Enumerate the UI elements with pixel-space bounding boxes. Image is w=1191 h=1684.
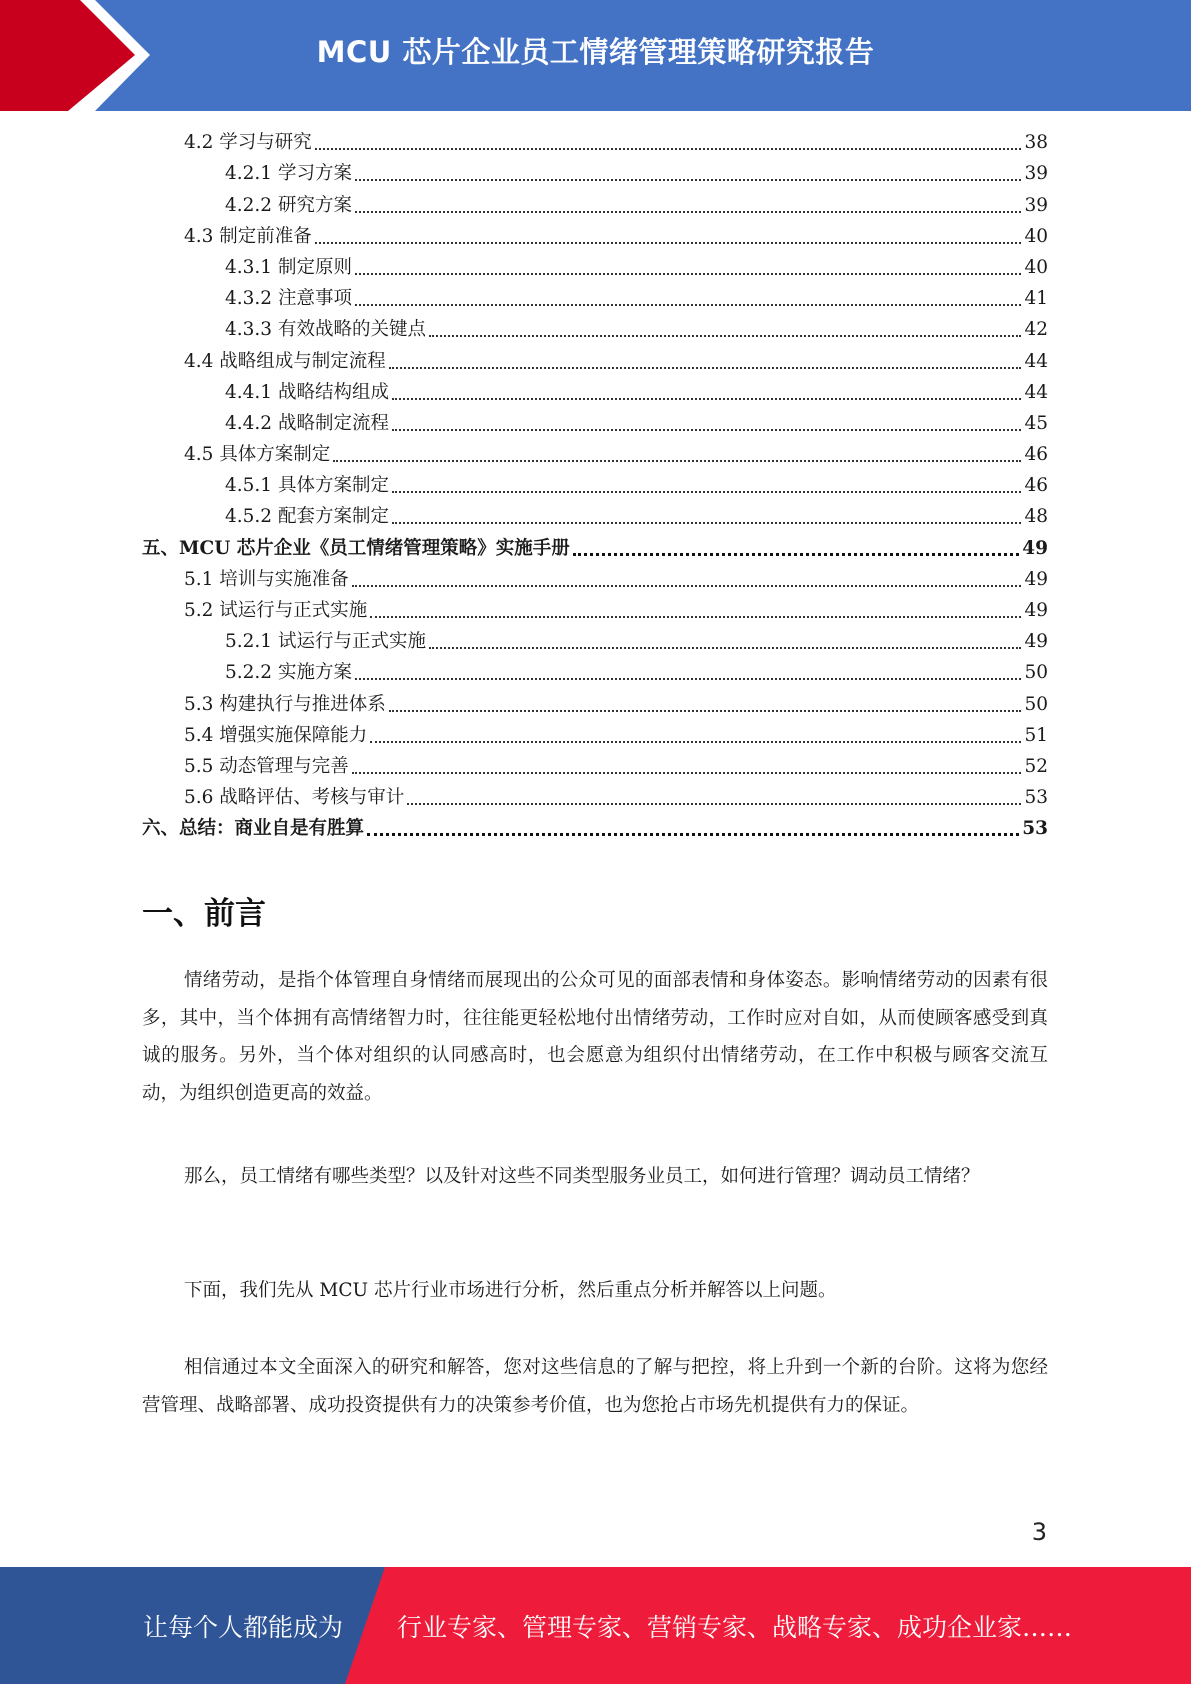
toc-entry-label: 4.2.1 学习方案 xyxy=(225,163,352,185)
toc-entry-page: 41 xyxy=(1024,288,1048,310)
toc-dot-leader xyxy=(355,178,1022,181)
toc-entry-page: 49 xyxy=(1022,537,1048,559)
toc-entry[interactable] xyxy=(142,127,1048,158)
toc-entry[interactable] xyxy=(142,626,1048,657)
toc-entry-page: 39 xyxy=(1024,163,1048,185)
toc-entry-label: 5.2.2 实施方案 xyxy=(225,662,352,684)
toc-dot-leader xyxy=(315,147,1022,150)
toc-entry-label: 4.3.3 有效战略的关键点 xyxy=(225,319,426,341)
toc-entry-label: 5.2 试运行与正式实施 xyxy=(184,600,368,621)
toc-dot-leader xyxy=(370,615,1021,618)
toc-entry-page: 48 xyxy=(1024,506,1048,528)
toc-entry-page: 46 xyxy=(1024,444,1048,466)
toc-entry-label: 4.3 制定前准备 xyxy=(184,225,312,247)
toc-entry-page: 51 xyxy=(1024,724,1048,746)
toc-entry-page: 42 xyxy=(1024,319,1048,341)
toc-dot-leader xyxy=(352,584,1022,587)
toc-entry-page: 49 xyxy=(1024,600,1048,621)
toc-dot-leader xyxy=(355,677,1022,680)
toc-dot-leader xyxy=(389,709,1022,712)
toc-dot-leader xyxy=(392,490,1021,493)
toc-entry-label: 4.4.2 战略制定流程 xyxy=(225,412,389,434)
toc-entry[interactable] xyxy=(142,720,1048,751)
section-heading: 一、前言 xyxy=(142,896,266,932)
toc-entry[interactable] xyxy=(142,189,1048,220)
paragraph-2: 那么，员工情绪有哪些类型？以及针对这些不同类型服务业员工，如何进行管理？调动员工情绪？ xyxy=(184,1166,980,1187)
page-number: 3 xyxy=(1031,1518,1047,1546)
toc-entry-page: 49 xyxy=(1024,568,1048,590)
toc-entry[interactable] xyxy=(142,221,1048,252)
toc-entry-page: 40 xyxy=(1024,225,1048,247)
toc-entry-label: 5.5 动态管理与完善 xyxy=(184,755,349,777)
toc-entry-label: 4.5.1 具体方案制定 xyxy=(225,475,389,497)
toc-entry[interactable] xyxy=(142,532,1048,563)
toc-entry[interactable] xyxy=(142,501,1048,532)
toc-entry-page: 44 xyxy=(1024,381,1048,403)
toc-dot-leader xyxy=(355,272,1022,275)
toc-entry[interactable] xyxy=(142,439,1048,470)
toc-dot-leader xyxy=(355,303,1022,306)
toc-dot-leader xyxy=(352,771,1022,774)
toc-entry-page: 53 xyxy=(1024,787,1048,809)
toc-entry-page: 50 xyxy=(1024,662,1048,684)
toc-entry-label: 4.3.1 制定原则 xyxy=(225,256,352,278)
table-of-contents xyxy=(142,127,1048,844)
toc-entry-label: 4.2 学习与研究 xyxy=(184,132,312,154)
toc-entry-page: 38 xyxy=(1024,132,1048,154)
toc-entry-page: 45 xyxy=(1024,412,1048,434)
paragraph-3: 下面，我们先从 MCU 芯片行业市场进行分析，然后重点分析并解答以上问题。 xyxy=(184,1280,837,1301)
document-title: MCU 芯片企业员工情绪管理策略研究报告 xyxy=(316,34,875,69)
toc-entry-page: 49 xyxy=(1024,631,1048,653)
toc-entry-label: 4.4 战略组成与制定流程 xyxy=(184,350,386,372)
toc-entry[interactable] xyxy=(142,782,1048,813)
toc-entry-page: 44 xyxy=(1024,350,1048,372)
toc-entry-label: 5.6 战略评估、考核与审计 xyxy=(184,787,405,809)
footer-slogan-left: 让每个人都能成为 xyxy=(143,1612,344,1642)
toc-entry-label: 5.1 培训与实施准备 xyxy=(184,568,349,590)
toc-entry-label: 5.2.1 试运行与正式实施 xyxy=(225,631,426,653)
toc-entry-page: 39 xyxy=(1024,194,1048,216)
toc-entry[interactable] xyxy=(142,813,1048,844)
toc-entry-label: 4.5 具体方案制定 xyxy=(184,444,331,466)
toc-entry[interactable] xyxy=(142,408,1048,439)
toc-entry[interactable] xyxy=(142,314,1048,345)
toc-entry-page: 53 xyxy=(1022,818,1048,840)
toc-dot-leader xyxy=(315,241,1022,244)
toc-entry[interactable] xyxy=(142,688,1048,719)
toc-entry-page: 46 xyxy=(1024,475,1048,497)
toc-entry-label: 5.4 增强实施保障能力 xyxy=(184,724,368,746)
toc-entry-page: 40 xyxy=(1024,256,1048,278)
page-footer xyxy=(0,1567,1191,1684)
toc-dot-leader xyxy=(392,397,1021,400)
toc-entry-label: 六、总结：商业自是有胜算 xyxy=(142,818,365,840)
toc-entry[interactable] xyxy=(142,595,1048,626)
toc-dot-leader xyxy=(573,552,1019,556)
toc-entry[interactable] xyxy=(142,345,1048,376)
footer-slogan-right: 行业专家、管理专家、营销专家、战略专家、成功企业家…… xyxy=(397,1612,1073,1642)
toc-dot-leader xyxy=(392,428,1021,431)
toc-entry[interactable] xyxy=(142,657,1048,688)
toc-entry-label: 4.4.1 战略结构组成 xyxy=(225,381,389,403)
toc-entry[interactable] xyxy=(142,283,1048,314)
toc-entry[interactable] xyxy=(142,252,1048,283)
toc-dot-leader xyxy=(407,802,1021,805)
toc-dot-leader xyxy=(333,459,1021,462)
paragraph-1: 情绪劳动，是指个体管理自身情绪而展现出的公众可见的面部表情和身体姿态。影响情绪劳动的因素有很多，其中，当个体拥有高情绪智力时，往往能更轻松地付出情绪劳动，工作时应对自如，从而使顾客感受到真诚的服务。另外，当个体对组织的认同感高时，也会愿意为组织付出情绪劳动，在工作中积极与顾客交流互动，为组织创造更高的效益。 xyxy=(142,970,1048,1104)
toc-entry[interactable] xyxy=(142,470,1048,501)
page-header xyxy=(0,0,1191,111)
toc-entry-label: 5.3 构建执行与推进体系 xyxy=(184,693,386,715)
toc-entry-label: 4.5.2 配套方案制定 xyxy=(225,506,389,528)
paragraph-4: 相信通过本文全面深入的研究和解答，您对这些信息的了解与把控，将上升到一个新的台阶。这将为您经营管理、战略部署、成功投资提供有力的决策参考价值，也为您抢占市场先机提供有力的保证。 xyxy=(142,1357,1048,1416)
toc-dot-leader xyxy=(429,334,1021,337)
toc-entry[interactable] xyxy=(142,751,1048,782)
toc-dot-leader xyxy=(355,210,1022,213)
toc-entry-page: 50 xyxy=(1024,693,1048,715)
toc-dot-leader xyxy=(389,366,1022,369)
toc-entry-label: 4.2.2 研究方案 xyxy=(225,194,352,216)
toc-dot-leader xyxy=(367,832,1019,836)
toc-entry[interactable] xyxy=(142,158,1048,189)
toc-entry-label: 五、MCU 芯片企业《员工情绪管理策略》实施手册 xyxy=(142,537,570,559)
toc-entry[interactable] xyxy=(142,377,1048,408)
toc-entry-label: 4.3.2 注意事项 xyxy=(225,288,352,310)
toc-entry[interactable] xyxy=(142,564,1048,595)
toc-entry-page: 52 xyxy=(1024,755,1048,777)
toc-dot-leader xyxy=(429,646,1021,649)
toc-dot-leader xyxy=(392,521,1021,524)
toc-dot-leader xyxy=(370,740,1021,743)
